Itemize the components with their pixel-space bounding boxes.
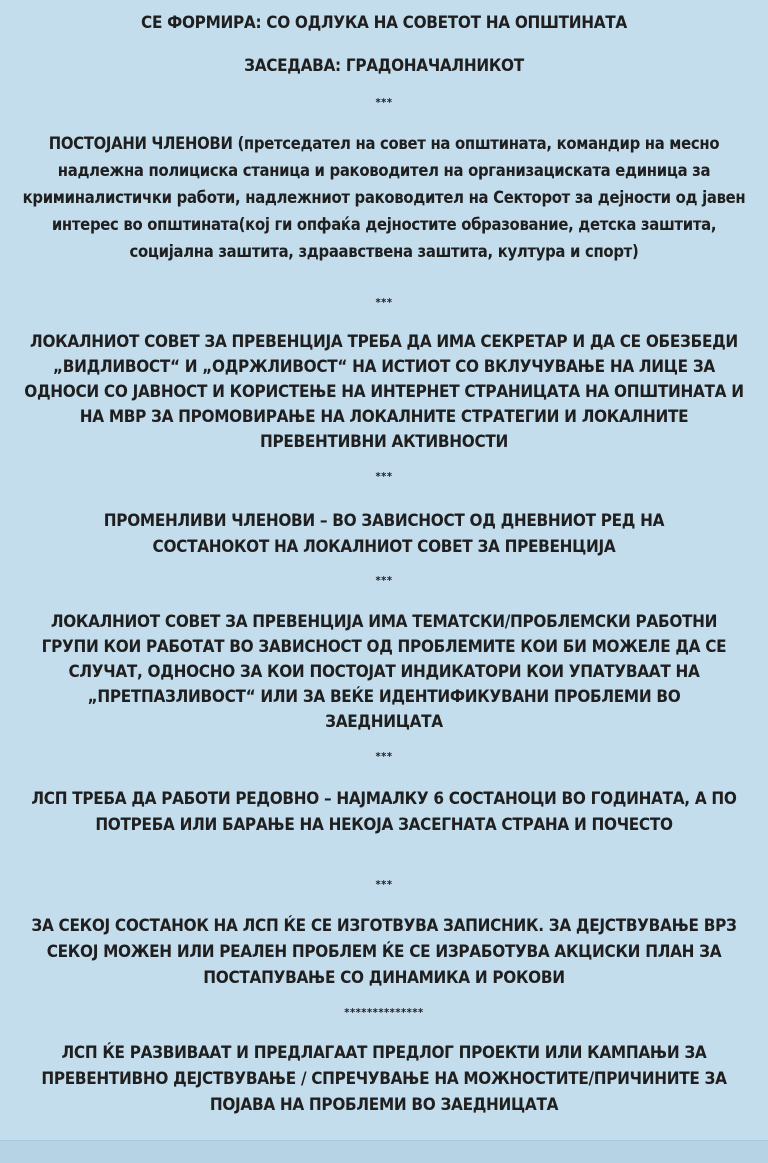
separator: *** [375, 470, 393, 483]
chaired-by-line: ЗАСЕДАВА: ГРАДОНАЧАЛНИКОТ [244, 56, 524, 76]
separator: *** [375, 96, 393, 109]
formed-by-line: СЕ ФОРМИРА: СО ОДЛУКА НА СОВЕТОТ НА ОПШТИНАТА [141, 13, 627, 33]
separator: *** [375, 750, 393, 763]
meetings-paragraph: ЛСП ТРЕБА ДА РАБОТИ РЕДОВНО – НАЈМАЛКУ 6 СОСТАНОЦИ ВО ГОДИНАТА, А ПО ПОТРЕБА ИЛИ БАРАЊЕ НА НЕКОЈА ЗАСЕГНАТА СТРАНА И ПОЧЕСТО [31, 789, 737, 835]
variable-members-paragraph: ПРОМЕНЛИВИ ЧЛЕНОВИ – ВО ЗАВИСНОСТ ОД ДНЕВНИОТ РЕД НА СОСТАНОКОТ НА ЛОКАЛНИОТ СОВЕТ ЗА ПРЕВЕНЦИЈА [103, 511, 665, 557]
permanent-members-lead: ПОСТОЈАНИ ЧЛЕНОВИ [48, 134, 233, 153]
working-groups-paragraph: ЛОКАЛНИОТ СОВЕТ ЗА ПРЕВЕНЦИЈА ИМА ТЕМАТСКИ/ПРОБЛЕМСКИ РАБОТНИ ГРУПИ КОИ РАБОТАТ ВО ЗАВИСНОСТ ОД ПРОБЛЕМИТЕ КОИ БИ МОЖЕЛЕ ДА СЕ СЛУЧАТ, ОДНОСНО ЗА КОИ ПОСТОЈАТ ИНДИКАТОРИ КОИ УПАТУВААТ НА „ПРЕТПАЗЛИВОСТ“ ИЛИ ЗА ВЕЌЕ ИДЕНТИФИКУВАНИ ПРОБЛЕМИ ВО ЗАЕДНИЦАТА [41, 612, 727, 732]
separator: *** [375, 878, 393, 891]
permanent-members-paragraph [18, 130, 750, 265]
long-separator: ************** [344, 1006, 424, 1019]
projects-paragraph: ЛСП ЌЕ РАЗВИВААТ И ПРЕДЛАГААТ ПРЕДЛОГ ПРОЕКТИ ИЛИ КАМПАЊИ ЗА ПРЕВЕНТИВНО ДЕЈСТВУВАЊЕ / СПРЕЧУВАЊЕ НА МОЖНОСТИТЕ/ПРИЧИНИТЕ ЗА ПОЈАВА НА ПРОБЛЕМИ ВО ЗАЕДНИЦАТА [41, 1043, 727, 1115]
separator: *** [375, 296, 393, 309]
separator: *** [375, 574, 393, 587]
secretary-paragraph: ЛОКАЛНИОТ СОВЕТ ЗА ПРЕВЕНЦИЈА ТРЕБА ДА ИМА СЕКРЕТАР И ДА СЕ ОБЕЗБЕДИ „ВИДЛИВОСТ“ И „ОДРЖЛИВОСТ“ НА ИСТИОТ СО ВКЛУЧУВАЊЕ НА ЛИЦЕ ЗА ОДНОСИ СО ЈАВНОСТ И КОРИСТЕЊЕ НА ИНТЕРНЕТ СТРАНИЦАТА НА ОПШТИНАТА И НА МВР ЗА ПРОМОВИРАЊЕ НА ЛОКАЛНИТЕ СТРАТЕГИИ И ЛОКАЛНИТЕ ПРЕВЕНТИВНИ АКТИВНОСТИ [24, 332, 744, 452]
minutes-paragraph: ЗА СЕКОЈ СОСТАНОК НА ЛСП ЌЕ СЕ ИЗГОТВУВА ЗАПИСНИК. ЗА ДЕЈСТВУВАЊЕ ВРЗ СЕКОЈ МОЖЕН ИЛИ РЕАЛЕН ПРОБЛЕМ ЌЕ СЕ ИЗРАБОТУВА АКЦИСКИ ПЛАН ЗА ПОСТАПУВАЊЕ СО ДИНАМИКА И РОКОВИ [31, 916, 737, 988]
permanent-members-detail: (претседател на совет на општината, командир на месно надлежна полициска станица и раководител на организациската единица за криминалистички работи, надлежниот раководител на Секторот за дејности од јавен интерес во општината(кој ги опфаќа дејностите образование, детска заштита, социјална заштита, здраавствена заштита, култура и спорт) [22, 134, 746, 261]
bottom-band [0, 1140, 768, 1163]
